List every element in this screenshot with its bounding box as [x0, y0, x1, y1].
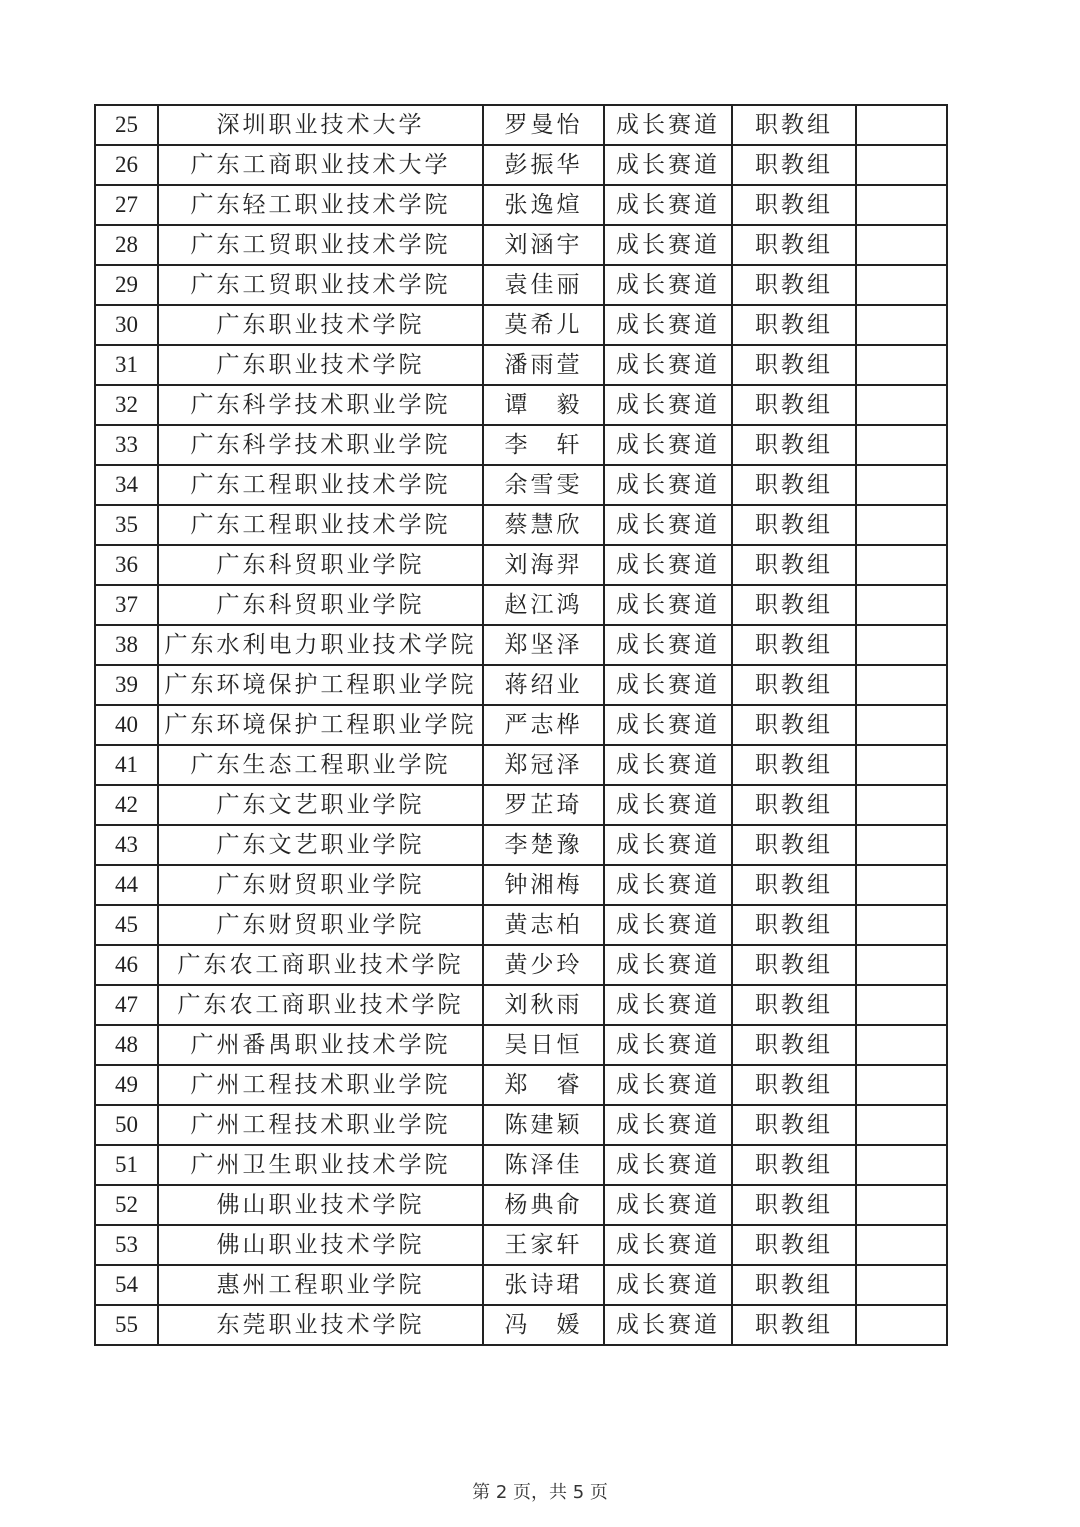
competition-track: 成长赛道 [604, 585, 732, 625]
competition-group: 职教组 [732, 385, 856, 425]
row-number: 47 [95, 985, 158, 1025]
row-number: 37 [95, 585, 158, 625]
page-indicator: 第 2 页，共 5 页 [472, 1482, 608, 1503]
remarks-cell [856, 825, 947, 865]
competition-group: 职教组 [732, 625, 856, 665]
row-number: 51 [95, 1145, 158, 1185]
student-name: 余雪雯 [483, 465, 604, 505]
remarks-cell [856, 105, 947, 145]
student-name: 袁佳丽 [483, 265, 604, 305]
student-name: 赵江鸿 [483, 585, 604, 625]
student-name: 严志桦 [483, 705, 604, 745]
competition-track: 成长赛道 [604, 1185, 732, 1225]
school-name: 广东农工商职业技术学院 [158, 945, 483, 985]
remarks-cell [856, 1185, 947, 1225]
competition-track: 成长赛道 [604, 1065, 732, 1105]
table-row [95, 545, 947, 585]
table-row [95, 345, 947, 385]
table-row [95, 785, 947, 825]
school-name: 广东环境保护工程职业学院 [158, 665, 483, 705]
school-name: 广东科贸职业学院 [158, 545, 483, 585]
competition-track: 成长赛道 [604, 745, 732, 785]
competition-track: 成长赛道 [604, 665, 732, 705]
competition-track: 成长赛道 [604, 825, 732, 865]
school-name: 广东文艺职业学院 [158, 785, 483, 825]
school-name: 广东工程职业技术学院 [158, 465, 483, 505]
remarks-cell [856, 425, 947, 465]
table-row [95, 1145, 947, 1185]
student-name: 张逸煊 [483, 185, 604, 225]
competition-group: 职教组 [732, 305, 856, 345]
table-row [95, 825, 947, 865]
competition-group: 职教组 [732, 145, 856, 185]
competition-group: 职教组 [732, 785, 856, 825]
table-row [95, 1065, 947, 1105]
remarks-cell [856, 1105, 947, 1145]
remarks-cell [856, 745, 947, 785]
table-row [95, 305, 947, 345]
school-name: 广东生态工程职业学院 [158, 745, 483, 785]
remarks-cell [856, 585, 947, 625]
row-number: 29 [95, 265, 158, 305]
school-name: 广东财贸职业学院 [158, 905, 483, 945]
competition-track: 成长赛道 [604, 785, 732, 825]
row-number: 46 [95, 945, 158, 985]
competition-track: 成长赛道 [604, 105, 732, 145]
row-number: 39 [95, 665, 158, 705]
row-number: 43 [95, 825, 158, 865]
school-name: 广东水利电力职业技术学院 [158, 625, 483, 665]
student-name: 王家轩 [483, 1225, 604, 1265]
student-name: 郑坚泽 [483, 625, 604, 665]
remarks-cell [856, 265, 947, 305]
remarks-cell [856, 1225, 947, 1265]
row-number: 34 [95, 465, 158, 505]
table-row [95, 1265, 947, 1305]
student-name: 蔡慧欣 [483, 505, 604, 545]
competition-group: 职教组 [732, 945, 856, 985]
row-number: 32 [95, 385, 158, 425]
school-name: 佛山职业技术学院 [158, 1185, 483, 1225]
remarks-cell [856, 1265, 947, 1305]
remarks-cell [856, 465, 947, 505]
competition-track: 成长赛道 [604, 305, 732, 345]
student-name: 郑冠泽 [483, 745, 604, 785]
row-number: 30 [95, 305, 158, 345]
competition-track: 成长赛道 [604, 265, 732, 305]
school-name: 广州工程技术职业学院 [158, 1065, 483, 1105]
competition-group: 职教组 [732, 745, 856, 785]
student-name: 蒋绍业 [483, 665, 604, 705]
competition-track: 成长赛道 [604, 625, 732, 665]
table-row [95, 985, 947, 1025]
row-number: 44 [95, 865, 158, 905]
school-name: 广州工程技术职业学院 [158, 1105, 483, 1145]
remarks-cell [856, 1145, 947, 1185]
row-number: 52 [95, 1185, 158, 1225]
school-name: 广东财贸职业学院 [158, 865, 483, 905]
competition-group: 职教组 [732, 1145, 856, 1185]
competition-group: 职教组 [732, 225, 856, 265]
competition-track: 成长赛道 [604, 465, 732, 505]
school-name: 深圳职业技术大学 [158, 105, 483, 145]
competition-group: 职教组 [732, 825, 856, 865]
row-number: 35 [95, 505, 158, 545]
table-row [95, 905, 947, 945]
competition-group: 职教组 [732, 665, 856, 705]
student-name: 谭 毅 [483, 385, 604, 425]
row-number: 26 [95, 145, 158, 185]
row-number: 27 [95, 185, 158, 225]
competition-group: 职教组 [732, 865, 856, 905]
competition-track: 成长赛道 [604, 1025, 732, 1065]
school-name: 东莞职业技术学院 [158, 1305, 483, 1345]
school-name: 广东轻工职业技术学院 [158, 185, 483, 225]
competition-group: 职教组 [732, 1305, 856, 1345]
remarks-cell [856, 1025, 947, 1065]
row-number: 50 [95, 1105, 158, 1145]
competition-track: 成长赛道 [604, 705, 732, 745]
remarks-cell [856, 345, 947, 385]
competition-track: 成长赛道 [604, 145, 732, 185]
remarks-cell [856, 625, 947, 665]
row-number: 31 [95, 345, 158, 385]
table-row [95, 1305, 947, 1345]
competition-track: 成长赛道 [604, 225, 732, 265]
row-number: 45 [95, 905, 158, 945]
table-row [95, 265, 947, 305]
remarks-cell [856, 665, 947, 705]
table-row [95, 1105, 947, 1145]
school-name: 惠州工程职业学院 [158, 1265, 483, 1305]
competition-group: 职教组 [732, 1105, 856, 1145]
competition-track: 成长赛道 [604, 545, 732, 585]
student-name: 黄少玲 [483, 945, 604, 985]
school-name: 广东环境保护工程职业学院 [158, 705, 483, 745]
school-name: 广东工商职业技术大学 [158, 145, 483, 185]
remarks-cell [856, 1305, 947, 1345]
competition-group: 职教组 [732, 345, 856, 385]
competition-track: 成长赛道 [604, 425, 732, 465]
school-name: 广州卫生职业技术学院 [158, 1145, 483, 1185]
table-row [95, 145, 947, 185]
school-name: 广州番禺职业技术学院 [158, 1025, 483, 1065]
remarks-cell [856, 145, 947, 185]
row-number: 33 [95, 425, 158, 465]
competition-track: 成长赛道 [604, 1105, 732, 1145]
remarks-cell [856, 985, 947, 1025]
table-row [95, 945, 947, 985]
table-row [95, 425, 947, 465]
competition-group: 职教组 [732, 1265, 856, 1305]
competition-group: 职教组 [732, 1025, 856, 1065]
student-name: 郑 睿 [483, 1065, 604, 1105]
school-name: 广东农工商职业技术学院 [158, 985, 483, 1025]
competition-track: 成长赛道 [604, 1305, 732, 1345]
remarks-cell [856, 1065, 947, 1105]
competition-track: 成长赛道 [604, 945, 732, 985]
competition-track: 成长赛道 [604, 1225, 732, 1265]
student-name: 黄志柏 [483, 905, 604, 945]
competition-group: 职教组 [732, 585, 856, 625]
student-name: 罗芷琦 [483, 785, 604, 825]
table-row [95, 185, 947, 225]
remarks-cell [856, 865, 947, 905]
row-number: 25 [95, 105, 158, 145]
competition-track: 成长赛道 [604, 865, 732, 905]
school-name: 广东科学技术职业学院 [158, 425, 483, 465]
competition-group: 职教组 [732, 185, 856, 225]
competition-track: 成长赛道 [604, 985, 732, 1025]
competition-track: 成长赛道 [604, 385, 732, 425]
competition-group: 职教组 [732, 425, 856, 465]
row-number: 49 [95, 1065, 158, 1105]
student-name: 罗曼怡 [483, 105, 604, 145]
competition-group: 职教组 [732, 505, 856, 545]
competition-track: 成长赛道 [604, 1145, 732, 1185]
remarks-cell [856, 705, 947, 745]
remarks-cell [856, 385, 947, 425]
student-name: 陈建颖 [483, 1105, 604, 1145]
table-row [95, 865, 947, 905]
row-number: 40 [95, 705, 158, 745]
competition-track: 成长赛道 [604, 185, 732, 225]
student-name: 冯 媛 [483, 1305, 604, 1345]
table-row [95, 505, 947, 545]
roster-table-body [95, 105, 947, 1345]
competition-track: 成长赛道 [604, 1265, 732, 1305]
remarks-cell [856, 185, 947, 225]
remarks-cell [856, 305, 947, 345]
row-number: 54 [95, 1265, 158, 1305]
table-row [95, 585, 947, 625]
student-name: 杨典俞 [483, 1185, 604, 1225]
table-row [95, 1025, 947, 1065]
student-name: 李楚豫 [483, 825, 604, 865]
row-number: 41 [95, 745, 158, 785]
student-name: 彭振华 [483, 145, 604, 185]
competition-group: 职教组 [732, 985, 856, 1025]
student-name: 陈泽佳 [483, 1145, 604, 1185]
student-name: 潘雨萱 [483, 345, 604, 385]
school-name: 广东文艺职业学院 [158, 825, 483, 865]
table-row [95, 465, 947, 505]
school-name: 广东职业技术学院 [158, 345, 483, 385]
row-number: 38 [95, 625, 158, 665]
remarks-cell [856, 225, 947, 265]
competition-group: 职教组 [732, 705, 856, 745]
student-name: 钟湘梅 [483, 865, 604, 905]
student-name: 刘秋雨 [483, 985, 604, 1025]
competition-group: 职教组 [732, 905, 856, 945]
student-name: 李 轩 [483, 425, 604, 465]
row-number: 48 [95, 1025, 158, 1065]
school-name: 广东科贸职业学院 [158, 585, 483, 625]
remarks-cell [856, 505, 947, 545]
row-number: 28 [95, 225, 158, 265]
table-row [95, 385, 947, 425]
competition-group: 职教组 [732, 465, 856, 505]
school-name: 广东工贸职业技术学院 [158, 225, 483, 265]
table-row [95, 1225, 947, 1265]
row-number: 53 [95, 1225, 158, 1265]
table-row [95, 1185, 947, 1225]
competition-track: 成长赛道 [604, 905, 732, 945]
table-row [95, 105, 947, 145]
table-row [95, 625, 947, 665]
competition-track: 成长赛道 [604, 505, 732, 545]
school-name: 广东职业技术学院 [158, 305, 483, 345]
row-number: 55 [95, 1305, 158, 1345]
table-row [95, 225, 947, 265]
competition-group: 职教组 [732, 1065, 856, 1105]
student-name: 刘海羿 [483, 545, 604, 585]
student-name: 张诗珺 [483, 1265, 604, 1305]
remarks-cell [856, 785, 947, 825]
school-name: 广东科学技术职业学院 [158, 385, 483, 425]
table-row [95, 745, 947, 785]
competition-group: 职教组 [732, 545, 856, 585]
school-name: 佛山职业技术学院 [158, 1225, 483, 1265]
table-row [95, 705, 947, 745]
school-name: 广东工贸职业技术学院 [158, 265, 483, 305]
row-number: 42 [95, 785, 158, 825]
competition-group: 职教组 [732, 265, 856, 305]
roster-table [94, 104, 948, 1346]
competition-group: 职教组 [732, 1225, 856, 1265]
remarks-cell [856, 905, 947, 945]
remarks-cell [856, 545, 947, 585]
competition-group: 职教组 [732, 105, 856, 145]
competition-track: 成长赛道 [604, 345, 732, 385]
student-name: 刘涵宇 [483, 225, 604, 265]
student-name: 吴日恒 [483, 1025, 604, 1065]
row-number: 36 [95, 545, 158, 585]
competition-group: 职教组 [732, 1185, 856, 1225]
school-name: 广东工程职业技术学院 [158, 505, 483, 545]
student-name: 莫希儿 [483, 305, 604, 345]
table-row [95, 665, 947, 705]
remarks-cell [856, 945, 947, 985]
